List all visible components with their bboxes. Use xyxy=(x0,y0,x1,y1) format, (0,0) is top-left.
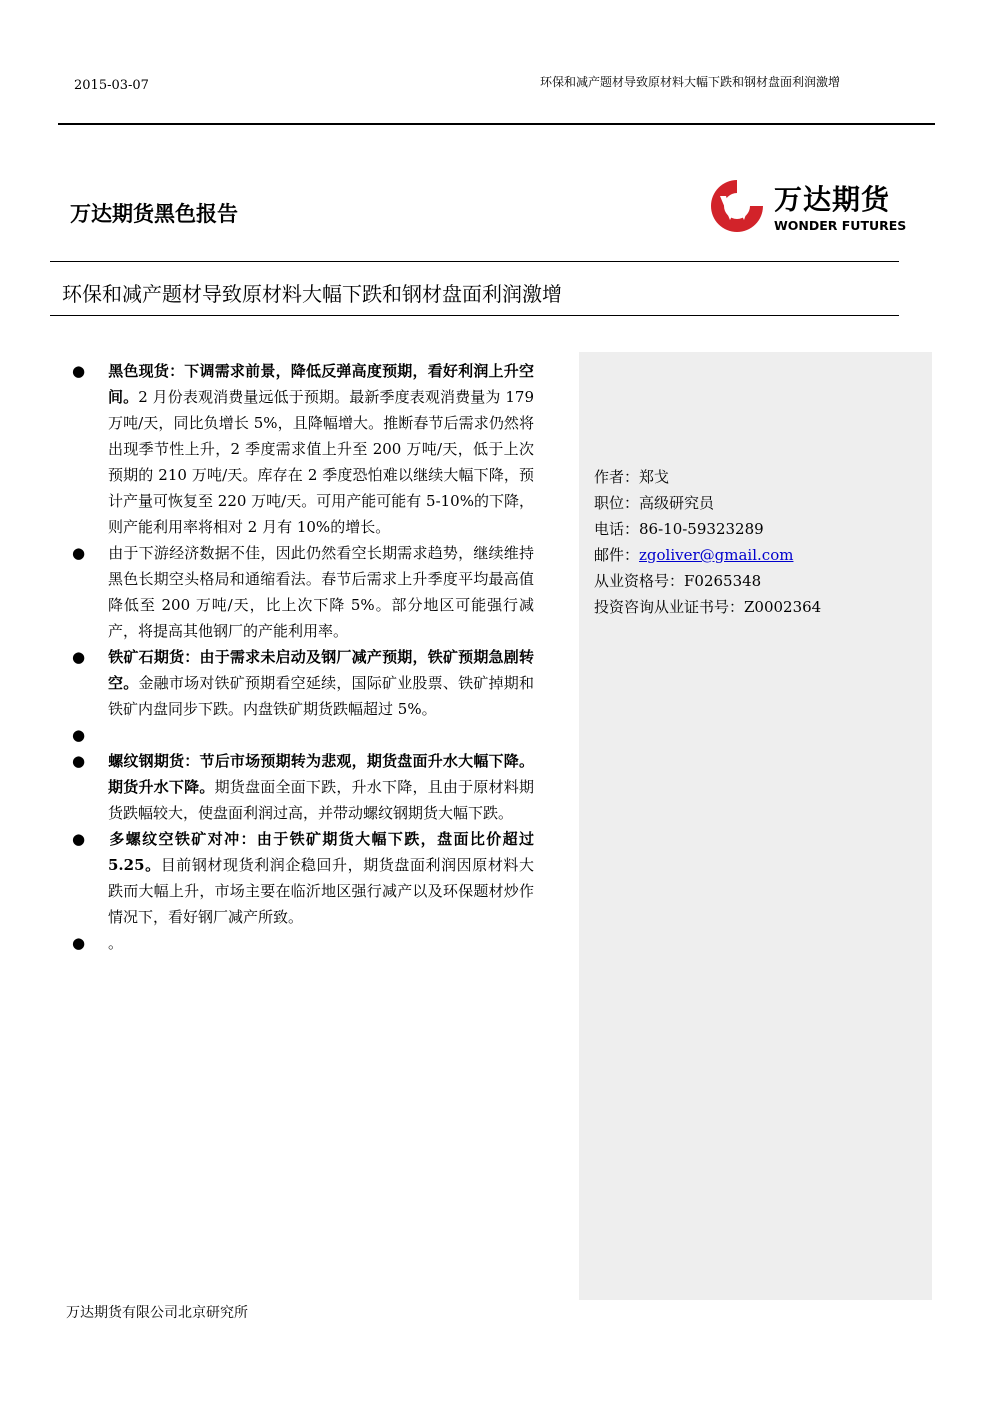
bullet-item xyxy=(72,644,534,722)
report-name: 万达期货黑色报告 xyxy=(70,202,238,226)
author-name: 作者：郑戈 xyxy=(594,468,670,486)
author-email-link[interactable]: zgoliver@gmail.com xyxy=(639,546,794,564)
bullet-text: 2 月份表观消费量远低于预期。最新季度表观消费量为 179 万吨/天，同比负增长 5%，且降幅增大。推断春节后需求仍然将出现季节性上升，2 季度需求值上升至 200 万吨/天，低于上次预期的 210 万吨/天。库存在 2 季度恐怕难以继续大幅下降，预计产量可恢复至 220 万吨/天。可用产能可能有 5-10%的下降，则产能利用率将相对 2 月有 10%的增长。 xyxy=(108,388,534,536)
bullet-dot-icon: ● xyxy=(72,726,86,744)
header-date: 2015-03-07 xyxy=(74,78,149,93)
author-advisory-license: 投资咨询从业证书号：Z0002364 xyxy=(594,598,822,616)
bullet-dot-icon: ● xyxy=(72,830,86,848)
bullet-heading: 螺纹钢期货：节后市场预期转为悲观，期货盘面升水大幅下降。期货升水下降。 xyxy=(108,752,534,796)
bullet-item xyxy=(72,930,534,956)
bullet-dot-icon: ● xyxy=(72,362,86,380)
author-phone: 电话：86-10-59323289 xyxy=(594,520,764,538)
logo-chinese-name: 万达期货 xyxy=(774,183,891,216)
bullet-heading: 铁矿石期货：由于需求未启动及钢厂减产预期，铁矿预期急剧转空。 xyxy=(108,648,534,692)
bullet-heading: 多螺纹空铁矿对冲：由于铁矿期货大幅下跌，盘面比价超过 5.25。 xyxy=(108,830,534,874)
author-info xyxy=(594,464,821,620)
bullet-item xyxy=(72,540,534,644)
bullet-dot-icon: ● xyxy=(72,752,86,770)
bullet-dot-icon: ● xyxy=(72,934,86,952)
bullet-text: 由于下游经济数据不佳，因此仍然看空长期需求趋势，继续维持黑色长期空头格局和通缩看法。春节后需求上升季度平均最高值降低至 200 万吨/天，比上次下降 5%。部分地区可能强行减产，将提高其他钢厂的产能利用率。 xyxy=(108,544,534,640)
author-email-row xyxy=(594,542,821,568)
header-rule xyxy=(58,123,935,125)
author-position: 职位：高级研究员 xyxy=(594,494,715,512)
author-email-label: 邮件： xyxy=(594,546,640,564)
summary-content xyxy=(72,358,534,956)
title-rule-bottom xyxy=(50,315,899,316)
wonder-logo-icon xyxy=(706,176,768,236)
bullet-item xyxy=(72,748,534,826)
bullet-text: 。 xyxy=(108,934,124,952)
bullet-dot-icon: ● xyxy=(72,648,86,666)
main-title: 环保和减产题材导致原材料大幅下跌和钢材盘面利润激增 xyxy=(62,282,562,306)
bullet-dot-icon: ● xyxy=(72,544,86,562)
bullet-text: 目前钢材现货利润企稳回升，期货盘面利润因原材料大跌而大幅上升，市场主要在临沂地区强行减产以及环保题材炒作情况下，看好钢厂减产所致。 xyxy=(108,856,534,926)
bullet-heading: 黑色现货：下调需求前景，降低反弹高度预期，看好利润上升空间。 xyxy=(108,362,534,406)
title-rule-top xyxy=(50,261,899,262)
bullet-text: 期货盘面全面下跌，升水下降，且由于原材料期货跌幅较大，使盘面利润过高，并带动螺纹钢期货大幅下跌。 xyxy=(108,778,534,822)
logo-english-name: WONDER FUTURES xyxy=(774,218,907,233)
header-title: 环保和减产题材导致原材料大幅下跌和钢材盘面利润激增 xyxy=(540,75,841,89)
bullet-item xyxy=(72,722,534,748)
company-logo xyxy=(706,176,916,236)
author-license: 从业资格号：F0265348 xyxy=(594,572,762,590)
footer-organization: 万达期货有限公司北京研究所 xyxy=(66,1305,248,1321)
bullet-item xyxy=(72,358,534,540)
bullet-text: 金融市场对铁矿预期看空延续，国际矿业股票、铁矿掉期和铁矿内盘同步下跌。内盘铁矿期货跌幅超过 5%。 xyxy=(108,674,534,718)
bullet-item xyxy=(72,826,534,930)
